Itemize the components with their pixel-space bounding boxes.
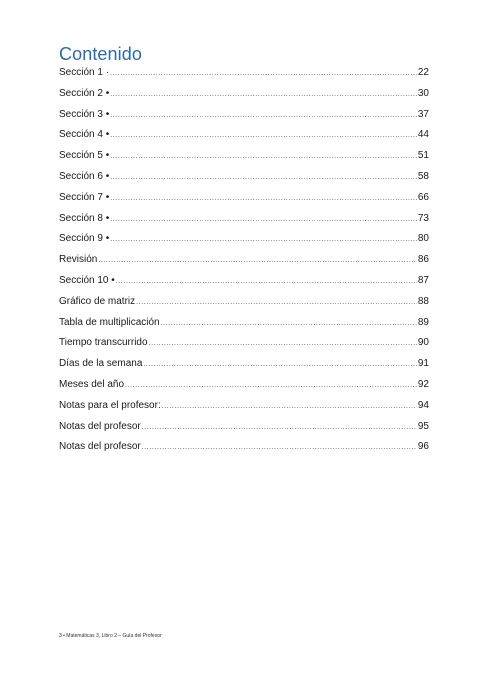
toc-entry-label: Tiempo transcurrido bbox=[59, 337, 148, 349]
dot-leader bbox=[162, 397, 417, 418]
toc-page-number: 88 bbox=[417, 295, 429, 307]
dot-leader bbox=[110, 126, 417, 147]
toc-entry-label: Sección 3 • bbox=[59, 108, 110, 120]
toc-entry[interactable] bbox=[59, 209, 429, 230]
toc-entry[interactable] bbox=[59, 105, 429, 126]
dot-leader bbox=[110, 230, 417, 251]
dot-leader bbox=[125, 376, 417, 397]
toc-entry-label: Sección 1 · bbox=[59, 67, 110, 78]
table-of-contents bbox=[59, 63, 429, 458]
toc-entry[interactable] bbox=[59, 354, 429, 375]
toc-entry[interactable] bbox=[59, 375, 429, 396]
toc-entry[interactable] bbox=[59, 63, 429, 84]
toc-page-number: 66 bbox=[417, 191, 429, 203]
toc-entry-label: Sección 2 • bbox=[59, 87, 110, 99]
toc-entry-label: Notas del profesor bbox=[59, 441, 141, 453]
dot-leader bbox=[98, 251, 417, 272]
toc-entry[interactable] bbox=[59, 167, 429, 188]
dot-leader bbox=[110, 168, 417, 189]
toc-entry[interactable] bbox=[59, 417, 429, 438]
toc-entry-label: Notas para el profesor: bbox=[59, 399, 161, 411]
toc-page-number: 92 bbox=[417, 378, 429, 390]
page-footer: 3 • Matemáticas 3, Libro 2 – Guía del Profesor bbox=[59, 633, 162, 639]
toc-entry-label: Meses del año bbox=[59, 378, 125, 390]
toc-entry-label: Sección 7 • bbox=[59, 191, 110, 203]
dot-leader bbox=[116, 272, 417, 293]
toc-entry[interactable] bbox=[59, 333, 429, 354]
toc-page-number: 80 bbox=[417, 233, 429, 245]
toc-entry[interactable] bbox=[59, 271, 429, 292]
toc-page-number: 91 bbox=[417, 358, 429, 370]
toc-entry-label: Tabla de multiplicación bbox=[59, 316, 160, 328]
toc-entry[interactable] bbox=[59, 146, 429, 167]
toc-page-number: 95 bbox=[417, 420, 429, 432]
dot-leader bbox=[143, 355, 416, 376]
toc-entry-label: Sección 4 • bbox=[59, 129, 110, 141]
toc-page-number: 94 bbox=[417, 399, 429, 411]
toc-entry[interactable] bbox=[59, 188, 429, 209]
toc-page-number: 90 bbox=[417, 337, 429, 349]
toc-entry[interactable] bbox=[59, 292, 429, 313]
toc-entry[interactable] bbox=[59, 437, 429, 458]
toc-entry[interactable] bbox=[59, 229, 429, 250]
toc-entry-label: Sección 10 • bbox=[59, 274, 115, 286]
dot-leader bbox=[161, 314, 417, 335]
dot-leader bbox=[142, 438, 417, 459]
toc-page-number: 86 bbox=[417, 254, 429, 266]
dot-leader bbox=[110, 106, 417, 127]
toc-page-number: 96 bbox=[417, 441, 429, 453]
toc-entry-label: Sección 5 • bbox=[59, 150, 110, 162]
dot-leader bbox=[110, 189, 417, 210]
dot-leader bbox=[110, 210, 417, 231]
toc-entry-label: Sección 8 • bbox=[59, 212, 110, 224]
toc-entry-label: Gráfico de matriz bbox=[59, 295, 136, 307]
toc-entry[interactable] bbox=[59, 396, 429, 417]
dot-leader bbox=[142, 418, 417, 439]
toc-entry-label: Notas del profesor bbox=[59, 420, 141, 432]
page-title: Contenido bbox=[59, 44, 142, 65]
toc-page-number: 89 bbox=[417, 316, 429, 328]
toc-page-number: 87 bbox=[417, 274, 429, 286]
toc-page-number: 22 bbox=[417, 67, 429, 78]
dot-leader bbox=[110, 147, 417, 168]
toc-page-number: 44 bbox=[417, 129, 429, 141]
toc-page-number: 51 bbox=[417, 150, 429, 162]
toc-entry-label: Revisión bbox=[59, 254, 98, 266]
toc-entry[interactable] bbox=[59, 84, 429, 105]
toc-entry-label: Días de la semana bbox=[59, 358, 143, 370]
toc-page-number: 30 bbox=[417, 87, 429, 99]
dot-leader bbox=[110, 85, 417, 106]
toc-entry[interactable] bbox=[59, 250, 429, 271]
dot-leader bbox=[110, 64, 417, 85]
toc-page-number: 37 bbox=[417, 108, 429, 120]
toc-entry-label: Sección 6 • bbox=[59, 170, 110, 182]
toc-entry[interactable] bbox=[59, 125, 429, 146]
toc-entry[interactable] bbox=[59, 313, 429, 334]
toc-entry-label: Sección 9 • bbox=[59, 233, 110, 245]
toc-page-number: 73 bbox=[417, 212, 429, 224]
dot-leader bbox=[149, 334, 417, 355]
dot-leader bbox=[136, 293, 417, 314]
toc-page-number: 58 bbox=[417, 170, 429, 182]
